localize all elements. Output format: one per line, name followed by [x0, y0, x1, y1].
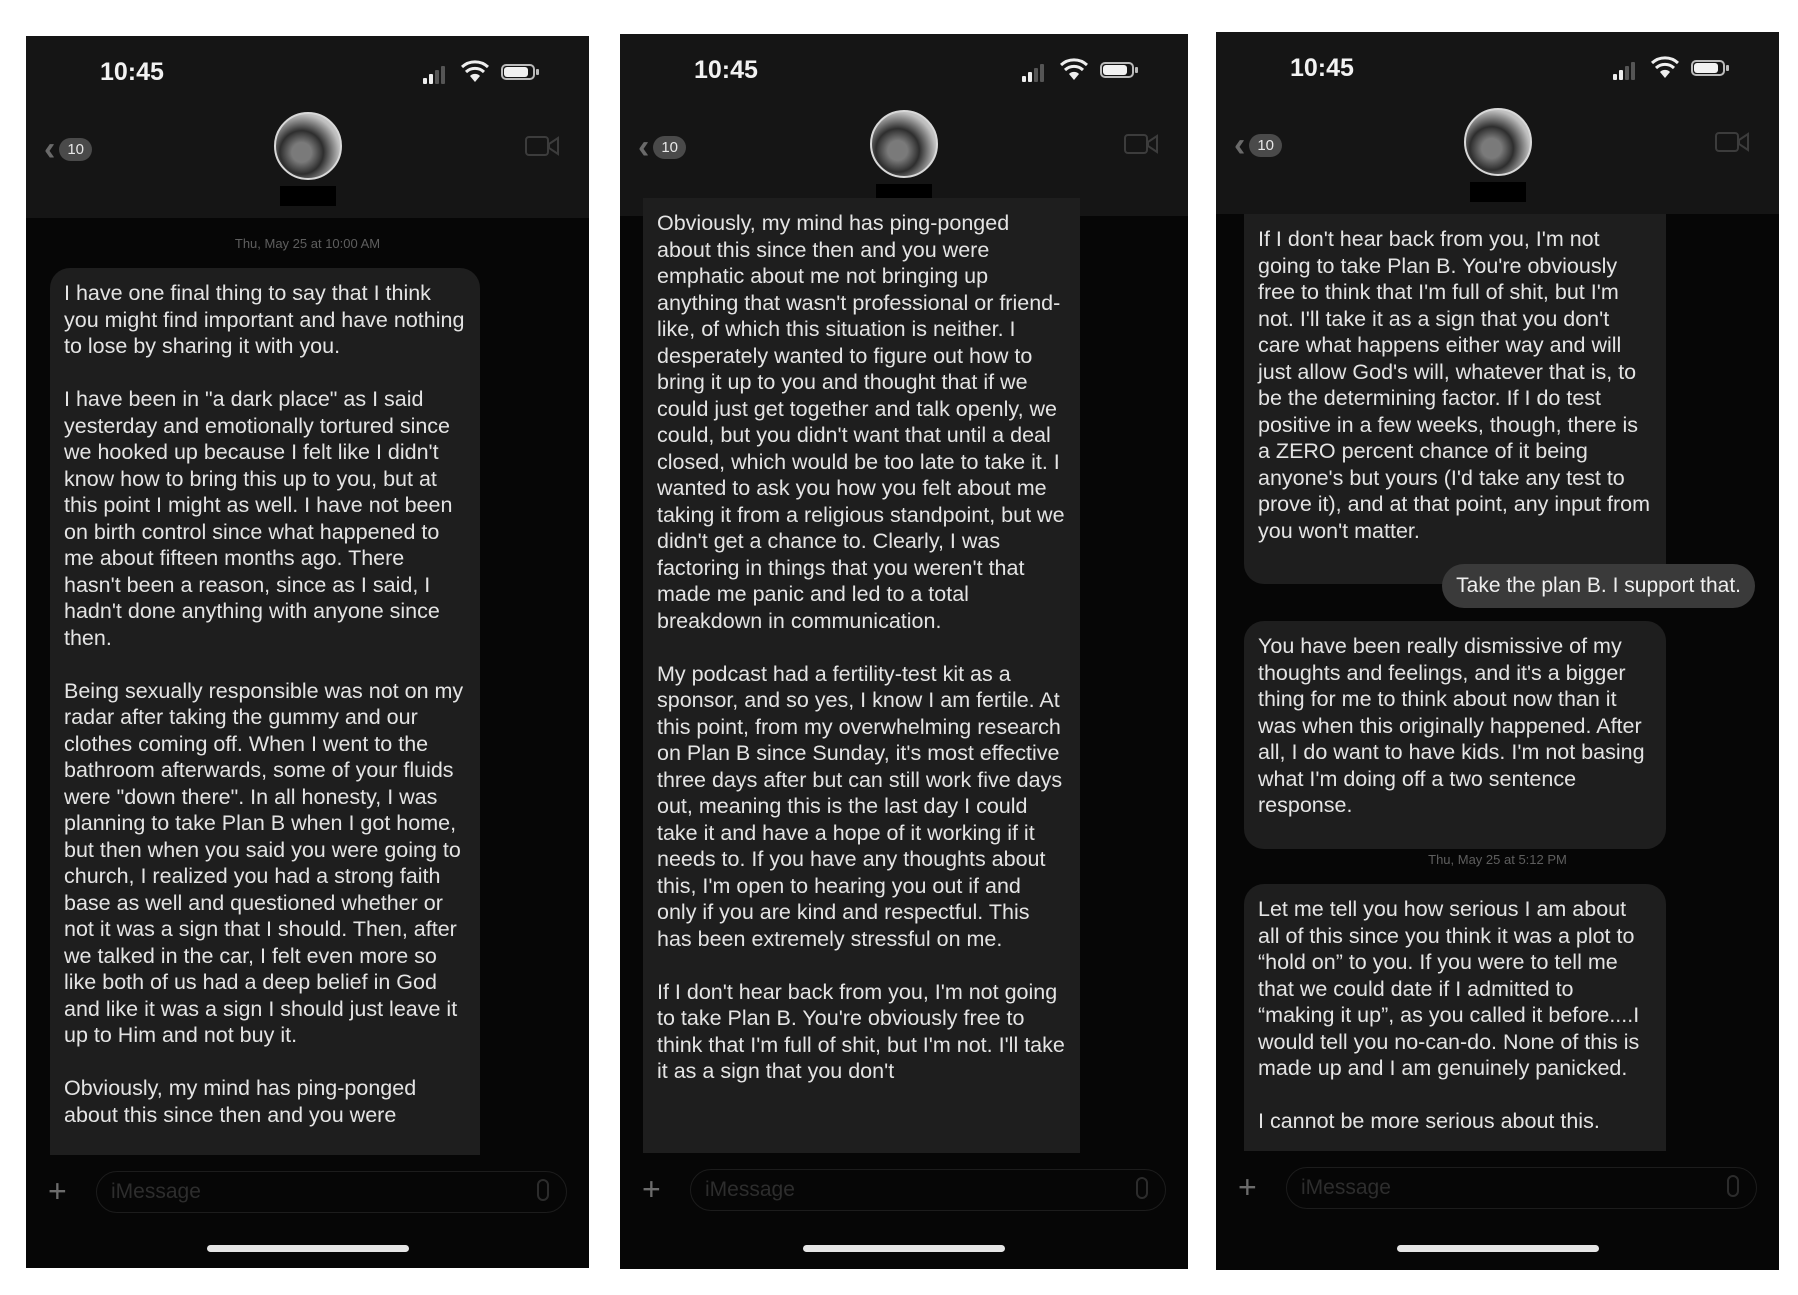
facetime-video-icon[interactable]	[1715, 130, 1749, 154]
home-indicator[interactable]	[207, 1245, 409, 1252]
unread-count-badge: 10	[653, 136, 686, 159]
message-input-bar	[1216, 1161, 1779, 1221]
unread-count-badge: 10	[1249, 134, 1282, 157]
received-message-bubble[interactable]	[643, 198, 1080, 1218]
wifi-icon	[1651, 56, 1679, 80]
contact-name-redacted	[280, 186, 336, 206]
composer-area	[26, 1155, 589, 1268]
status-icons	[423, 60, 543, 86]
back-button[interactable]	[638, 130, 686, 164]
status-time: 10:45	[100, 58, 164, 86]
conversation-header	[1216, 32, 1779, 214]
plus-icon[interactable]: +	[1238, 1169, 1257, 1205]
wifi-icon	[461, 60, 489, 84]
microphone-icon[interactable]	[537, 1179, 549, 1201]
message-timestamp: Thu, May 25 at 5:12 PM	[1428, 852, 1567, 867]
cellular-signal-icon	[1022, 64, 1044, 82]
battery-icon	[1100, 62, 1134, 78]
contact-avatar[interactable]	[274, 112, 342, 180]
message-paragraph: Being sexually responsible was not on my radar after taking the gummy and our clothes coming off. When I went to the bathroom afterwards, some of your fluids were "down there". In all honesty, I was planning to take Plan B when I got home, but then when you said you were going to church, I realized you had a strong faith base as well and questioned whether or not it was a sign that I should. Then, after we talked in the car, I felt even more so like both of us had a deep belief in God and like it was a sign I should just leave it up to Him and not buy it.	[64, 678, 464, 1047]
battery-icon	[1691, 60, 1725, 76]
chevron-left-icon: ‹	[638, 128, 650, 166]
status-icons	[1022, 58, 1142, 84]
microphone-icon[interactable]	[1727, 1175, 1739, 1197]
conversation-header	[26, 36, 589, 218]
screenshot-phone-3	[1216, 32, 1779, 1270]
message-paragraph: My podcast had a fertility-test kit as a sponsor, and so yes, I know I am fertile. At this point, from my overwhelming research on Plan B since Sunday, it's most effective three days after but can still work five days out, meaning this is the last day I could take it and have a hope of it working if it needs to. If you have any thoughts about this, I'm open to hearing you out if and only if you are kind and respectful. This has been extremely stressful on me.	[657, 661, 1063, 951]
sent-message-bubble[interactable]: Take the plan B. I support that.	[1442, 564, 1755, 608]
message-input-bar	[620, 1163, 1188, 1223]
facetime-video-icon[interactable]	[1124, 132, 1158, 156]
imessage-input[interactable]: iMessage	[690, 1169, 1166, 1211]
contact-avatar[interactable]	[870, 110, 938, 178]
message-paragraph: Obviously, my mind has ping-ponged about this since then and you were	[64, 1076, 417, 1127]
contact-avatar[interactable]	[1464, 108, 1532, 176]
back-button[interactable]	[1234, 128, 1282, 162]
facetime-video-icon[interactable]	[525, 134, 559, 158]
composer-area	[620, 1153, 1188, 1269]
plus-icon[interactable]: +	[642, 1171, 661, 1207]
message-paragraph: I cannot be more serious about this.	[1258, 1109, 1600, 1133]
message-paragraph: I have been in "a dark place" as I said yesterday and emotionally tortured since we hooked up because I felt like I didn't know how to bring this up to you, but at this point I might as well. I have not been on birth control since what happened to me about fifteen months ago. There hasn't been a reason, since as I said, I hadn't done anything with anyone since then.	[64, 387, 453, 650]
back-button[interactable]	[44, 132, 92, 166]
screenshot-phone-2	[620, 34, 1188, 1269]
chevron-left-icon: ‹	[1234, 126, 1246, 164]
message-paragraph: I have one final thing to say that I think you might find important and have nothing to lose by sharing it with you.	[64, 281, 465, 358]
battery-icon	[501, 64, 535, 80]
imessage-input[interactable]: iMessage	[96, 1171, 567, 1213]
screenshot-phone-1	[26, 36, 589, 1268]
contact-name-redacted	[1470, 182, 1526, 202]
cellular-signal-icon	[423, 66, 445, 84]
microphone-icon[interactable]	[1136, 1177, 1148, 1199]
chevron-left-icon: ‹	[44, 130, 56, 168]
message-paragraph: If I don't hear back from you, I'm not going to take Plan B. You're obviously free to think that I'm full of shit, but I'm not. I'll take it as a sign that you don't	[657, 979, 1065, 1083]
cellular-signal-icon	[1613, 62, 1635, 80]
message-paragraph: Obviously, my mind has ping-ponged about this since then and you were emphatic about me not bringing up anything that wasn't professional or friend-like, of which this situation is neither. I desperately wanted to figure out how to bring it up to you and thought that if we could just get together and talk openly, we could, but you didn't want that until a deal closed, which would be too late to take it. I wanted to ask you how you felt about me taking it from a religious standpoint, but we didn't get a chance to. Clearly, I was factoring in things that you weren't that made me panic and led to a total breakdown in communication.	[657, 211, 1065, 633]
status-icons	[1613, 56, 1733, 82]
composer-area	[1216, 1151, 1779, 1270]
status-time: 10:45	[694, 56, 758, 84]
wifi-icon	[1060, 58, 1088, 82]
plus-icon[interactable]: +	[48, 1173, 67, 1209]
unread-count-badge: 10	[59, 138, 92, 161]
received-message-bubble[interactable]	[50, 268, 480, 1223]
home-indicator[interactable]	[803, 1245, 1005, 1252]
imessage-input[interactable]: iMessage	[1286, 1167, 1757, 1209]
received-message-bubble[interactable]: You have been really dismissive of my thoughts and feelings, and it's a bigger thing for me to think about now than it was when this originally happened. After all, I do want to have kids. I'm not basing what I'm doing off a two sentence response.	[1244, 621, 1666, 849]
message-timestamp: Thu, May 25 at 10:00 AM	[234, 236, 381, 251]
home-indicator[interactable]	[1397, 1245, 1599, 1252]
status-time: 10:45	[1290, 54, 1354, 82]
received-message-bubble[interactable]: If I don't hear back from you, I'm not going to take Plan B. You're obviously free to think that I'm full of shit, but I'm not. I'll take it as a sign that you don't care what happens either way and will just allow God's will, whatever that is, to be the determining factor. If I do test positive in a few weeks, though, there is a ZERO percent chance of it being anyone's but yours (I'd take any test to prove it), and at that point, any input from you won't matter.	[1244, 214, 1666, 584]
message-paragraph: Let me tell you how serious I am about all of this since you think it was a plot to “hold on” to you. If you were to tell me that we could date if I admitted to “making it up”, as you called it before....I would tell you no-can-do. None of this is made up and I am genuinely panicked.	[1258, 897, 1640, 1080]
conversation-header	[620, 34, 1188, 216]
message-input-bar	[26, 1165, 589, 1225]
